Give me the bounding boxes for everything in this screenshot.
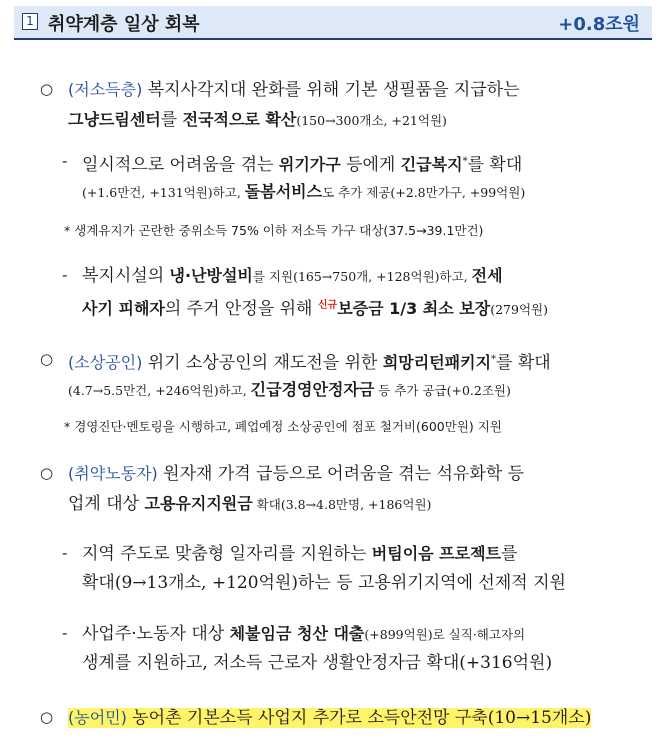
section-budget-amount: +0.8조원 [558, 14, 640, 35]
category-label: (저소득층) [68, 80, 143, 99]
item-small-business-line2: (4.7→5.5만건, +246억원)하고, 긴급경영안정자금 등 추가 공급(+0.2조원) [68, 380, 511, 399]
dash-marker: - [62, 266, 68, 284]
sub-beotim-project-line2: 확대(9→13개소, +120억원)하는 등 고용위기지역에 선제적 지원 [82, 573, 566, 593]
item-vulnerable-worker-line2: 업계 대상 고용유지지원금 확대(3.8→4.8만명, +186억원) [68, 494, 432, 514]
item-vulnerable-worker-line1: (취약노동자) 원자재 가격 급등으로 어려움을 겪는 석유화학 등 [68, 464, 525, 484]
sub-crisis-household-line2: (+1.6만건, +131억원)하고, 돌봄서비스도 추가 제공(+2.8만가구, +99억원) [82, 182, 526, 201]
bullet-circle: ○ [40, 464, 54, 482]
item-low-income-line1: (저소득층) 복지사각지대 완화를 위해 기본 생필품을 지급하는 [68, 80, 520, 100]
sub-welfare-facility-line2: 사기 피해자의 주거 안정을 위해 $^{신규}$보증금 1/3 최소 보장(279억원) [82, 299, 548, 319]
category-label: (취약노동자) [68, 464, 158, 483]
sub-beotim-project-line1: 지역 주도로 맞춤형 일자리를 지원하는 버팀이음 프로젝트를 [82, 544, 518, 564]
dash-marker: - [62, 544, 68, 562]
section-header [14, 6, 652, 40]
section-number-box: 1 [22, 13, 38, 30]
bullet-circle: ○ [40, 80, 54, 98]
sub-unpaid-wage-line2: 생계를 지원하고, 저소득 근로자 생활안정자금 확대(+316억원) [82, 653, 553, 673]
item-farmer-fisher: (농어민) 농어촌 기본소득 사업지 추가로 소득안전망 구축(10→15개소) [68, 708, 592, 728]
item-small-business-line1: (소상공인) 위기 소상공인의 재도전을 위한 희망리턴패키지*를 확대 [68, 353, 551, 373]
new-badge: 신규 [317, 300, 338, 311]
footnote-hope-return: * 경영진단·멘토링을 시행하고, 폐업예정 소상공인에 점포 철거비(600만원) 지원 [64, 419, 502, 434]
category-label: (소상공인) [68, 353, 143, 372]
sub-crisis-household-line1: 일시적으로 어려움을 겪는 위기가구 등에게 긴급복지*를 확대 [82, 155, 523, 175]
dash-marker: - [62, 152, 68, 170]
footnote-emergency-welfare: * 생계유지가 곤란한 중위소득 75% 이하 저소득 가구 대상(37.5→39.1만건) [64, 223, 484, 238]
sub-unpaid-wage-line1: 사업주·노동자 대상 체불임금 청산 대출(+899억원)로 실직·해고자의 [82, 624, 526, 644]
bullet-circle: ○ [40, 708, 54, 726]
item-low-income-line2: 그냥드림센터를 전국적으로 확산(150→300개소, +21억원) [68, 110, 447, 130]
sub-welfare-facility-line1: 복지시설의 냉·난방설비를 지원(165→750개, +128억원)하고, 전세 [82, 266, 503, 286]
dash-marker: - [62, 624, 68, 642]
section-title: 취약계층 일상 회복 [48, 14, 200, 35]
category-label: (농어민) [68, 708, 127, 727]
bullet-circle: ○ [40, 350, 54, 368]
